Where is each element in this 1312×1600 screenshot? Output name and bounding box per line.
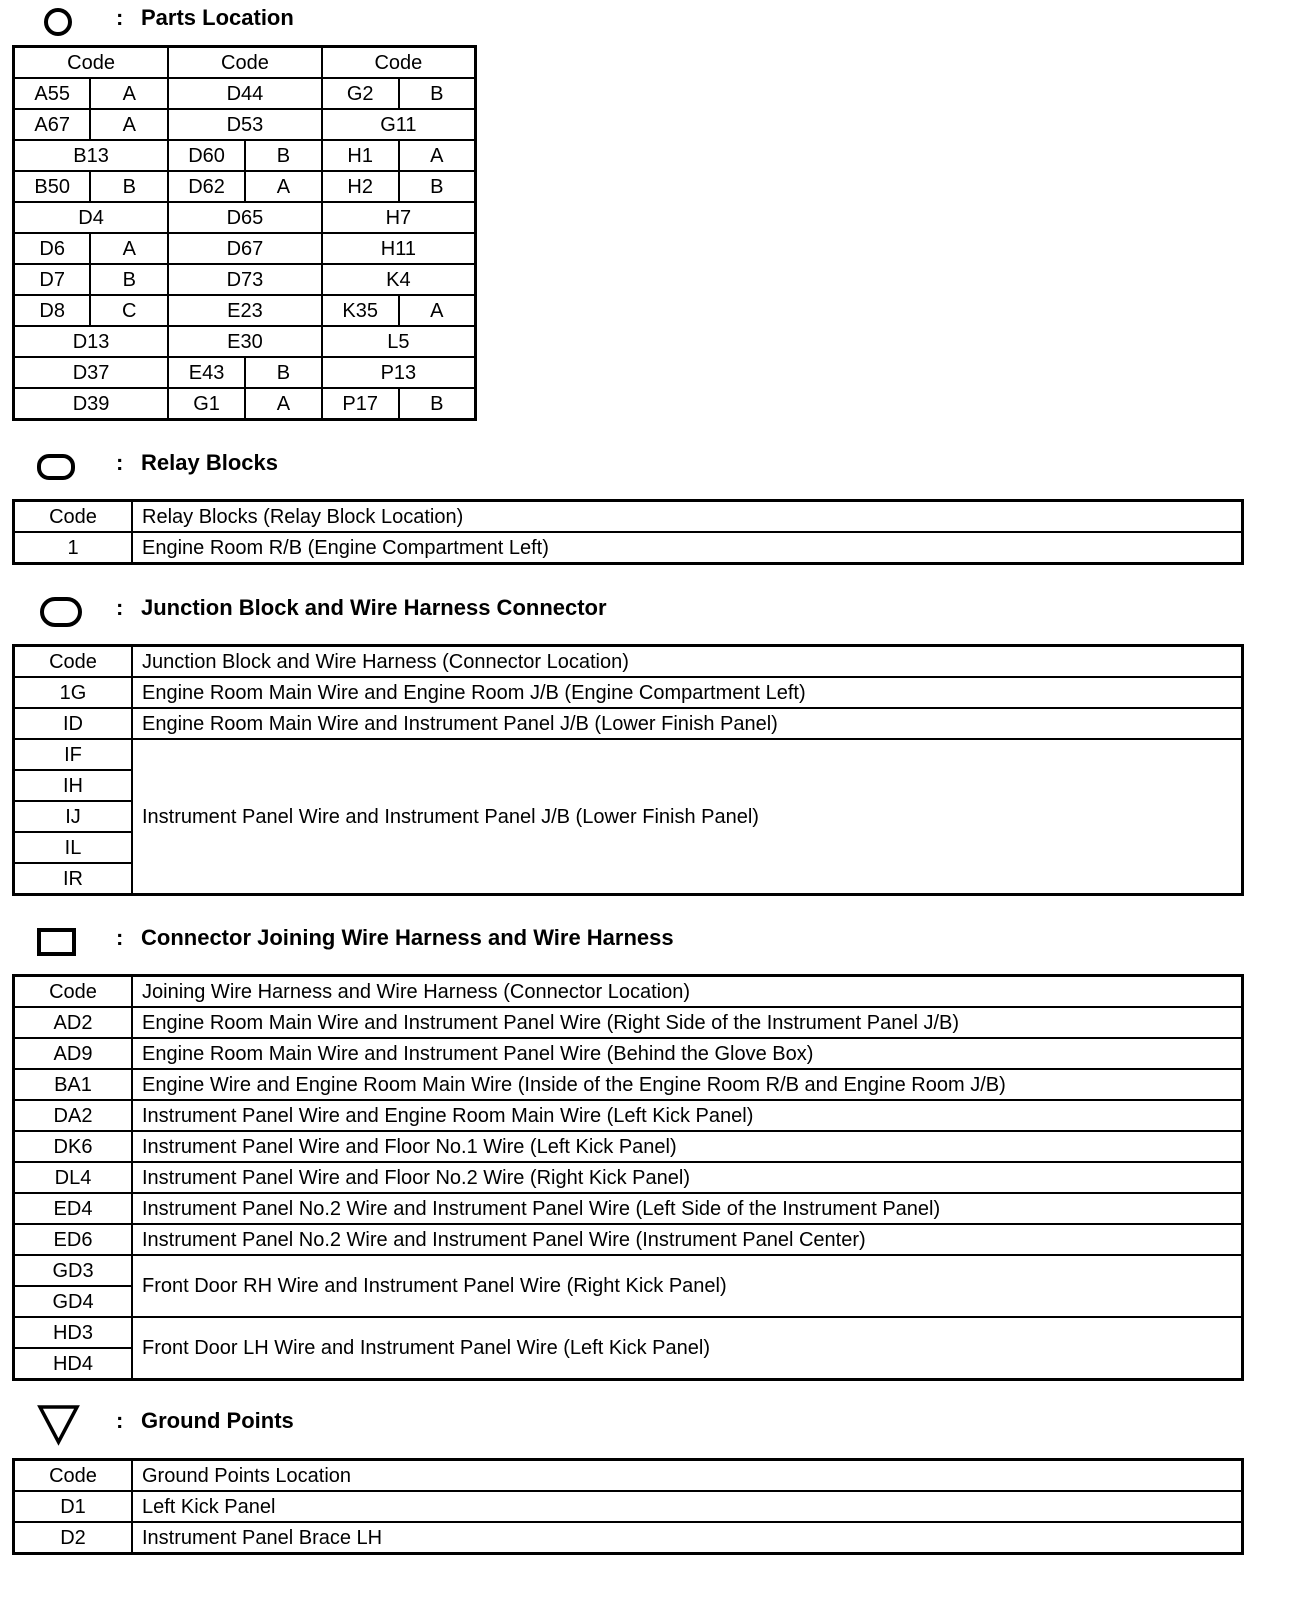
description-cell: Engine Room Main Wire and Instrument Panel Wire (Behind the Glove Box) [132, 1038, 1243, 1069]
part-code: D65 [168, 202, 322, 233]
part-code: H2 [322, 171, 399, 202]
code-cell: 1 [14, 532, 133, 564]
code-cell: ED6 [14, 1224, 133, 1255]
part-code: H11 [322, 233, 476, 264]
section-colon: : [116, 450, 124, 475]
part-code: D73 [168, 264, 322, 295]
code-cell: AD9 [14, 1038, 133, 1069]
table-row [14, 202, 476, 233]
code-cell: D2 [14, 1522, 133, 1554]
table-row [14, 233, 476, 264]
table-row [14, 1255, 1243, 1286]
table-row [14, 1007, 1243, 1038]
part-variant: B [399, 78, 476, 109]
part-code: D6 [14, 233, 91, 264]
column-header-code: Code [14, 646, 133, 678]
part-code: E43 [168, 357, 245, 388]
description-cell: Engine Room Main Wire and Engine Room J/B (Engine Compartment Left) [132, 677, 1243, 708]
part-variant: C [90, 295, 168, 326]
table-row [14, 264, 476, 295]
column-header-description: Joining Wire Harness and Wire Harness (Connector Location) [132, 976, 1243, 1008]
ground-points-header [37, 1410, 437, 1440]
table-row [14, 171, 476, 202]
connector-joining-table [12, 974, 1244, 1381]
table-row [14, 1193, 1243, 1224]
part-code: G11 [322, 109, 476, 140]
header-row [14, 47, 476, 79]
part-code: D44 [168, 78, 322, 109]
code-cell: DL4 [14, 1162, 133, 1193]
code-cell: GD4 [14, 1286, 133, 1317]
parts-location-header [37, 7, 437, 37]
description-cell: Front Door RH Wire and Instrument Panel Wire (Right Kick Panel) [132, 1255, 1243, 1317]
description-cell: Instrument Panel Wire and Engine Room Main Wire (Left Kick Panel) [132, 1100, 1243, 1131]
column-header-code: Code [14, 976, 133, 1008]
part-variant: A [245, 171, 322, 202]
table-row [14, 295, 476, 326]
description-cell: Instrument Panel Wire and Instrument Panel J/B (Lower Finish Panel) [132, 739, 1243, 895]
rounded-rect-icon [37, 452, 77, 482]
code-cell: HD4 [14, 1348, 133, 1380]
table-row [14, 677, 1243, 708]
part-variant: A [399, 140, 476, 171]
code-cell: GD3 [14, 1255, 133, 1286]
part-code: E23 [168, 295, 322, 326]
part-code: A55 [14, 78, 91, 109]
part-code: E30 [168, 326, 322, 357]
table-row [14, 140, 476, 171]
header-row [14, 1460, 1243, 1492]
part-code: K35 [322, 295, 399, 326]
part-variant: B [399, 388, 476, 420]
description-cell: Instrument Panel Brace LH [132, 1522, 1243, 1554]
table-row [14, 1522, 1243, 1554]
column-header: Code [168, 47, 322, 79]
table-row [14, 326, 476, 357]
oval-icon [39, 596, 85, 628]
description-cell: Engine Room R/B (Engine Compartment Left) [132, 532, 1243, 564]
table-row [14, 708, 1243, 739]
relay-blocks-table [12, 499, 1244, 565]
ground-points-table [12, 1458, 1244, 1555]
part-variant: B [90, 264, 168, 295]
table-row [14, 1491, 1243, 1522]
column-header-description: Junction Block and Wire Harness (Connector Location) [132, 646, 1243, 678]
section-title: Connector Joining Wire Harness and Wire Harness [141, 925, 674, 950]
table-row [14, 109, 476, 140]
code-cell: IH [14, 770, 133, 801]
code-cell: D1 [14, 1491, 133, 1522]
code-cell: IF [14, 739, 133, 770]
part-code: K4 [322, 264, 476, 295]
header-row [14, 501, 1243, 533]
part-variant: A [245, 388, 322, 420]
description-cell: Left Kick Panel [132, 1491, 1243, 1522]
section-colon: : [116, 1408, 124, 1433]
section-colon: : [116, 925, 124, 950]
code-cell: ED4 [14, 1193, 133, 1224]
junction-block-table [12, 644, 1244, 896]
description-cell: Instrument Panel No.2 Wire and Instrument Panel Wire (Left Side of the Instrument Panel) [132, 1193, 1243, 1224]
column-header: Code [14, 47, 169, 79]
table-row [14, 1162, 1243, 1193]
part-code: D39 [14, 388, 169, 420]
section-title: Ground Points [141, 1408, 294, 1433]
part-code: D37 [14, 357, 169, 388]
part-code: B13 [14, 140, 169, 171]
part-code: G2 [322, 78, 399, 109]
relay-blocks-header [37, 452, 437, 482]
code-cell: BA1 [14, 1069, 133, 1100]
code-cell: DA2 [14, 1100, 133, 1131]
code-cell: DK6 [14, 1131, 133, 1162]
part-code: D4 [14, 202, 169, 233]
part-variant: A [90, 233, 168, 264]
table-row [14, 388, 476, 420]
section-title: Junction Block and Wire Harness Connector [141, 595, 607, 620]
part-code: B50 [14, 171, 91, 202]
code-cell: IR [14, 863, 133, 895]
part-code: D7 [14, 264, 91, 295]
section-title: Parts Location [141, 5, 294, 30]
part-variant: A [90, 78, 168, 109]
section-title: Relay Blocks [141, 450, 278, 475]
part-code: P13 [322, 357, 476, 388]
table-row [14, 357, 476, 388]
part-code: D8 [14, 295, 91, 326]
header-row [14, 646, 1243, 678]
table-row [14, 1317, 1243, 1348]
code-cell: ID [14, 708, 133, 739]
part-variant: B [245, 140, 322, 171]
connector-joining-header [37, 927, 837, 957]
part-code: L5 [322, 326, 476, 357]
table-row [14, 532, 1243, 564]
description-cell: Engine Wire and Engine Room Main Wire (Inside of the Engine Room R/B and Engine Room J/B) [132, 1069, 1243, 1100]
part-code: D53 [168, 109, 322, 140]
part-code: D13 [14, 326, 169, 357]
part-code: P17 [322, 388, 399, 420]
circle-icon [39, 7, 73, 37]
description-cell: Engine Room Main Wire and Instrument Panel J/B (Lower Finish Panel) [132, 708, 1243, 739]
code-cell: AD2 [14, 1007, 133, 1038]
description-cell: Instrument Panel Wire and Floor No.2 Wire (Right Kick Panel) [132, 1162, 1243, 1193]
description-cell: Front Door LH Wire and Instrument Panel Wire (Left Kick Panel) [132, 1317, 1243, 1380]
code-cell: HD3 [14, 1317, 133, 1348]
part-code: D62 [168, 171, 245, 202]
part-code: D60 [168, 140, 245, 171]
part-code: G1 [168, 388, 245, 420]
table-row [14, 1224, 1243, 1255]
table-row [14, 739, 1243, 770]
header-row [14, 976, 1243, 1008]
column-header: Code [322, 47, 476, 79]
triangle-icon [37, 1404, 81, 1446]
column-header-description: Ground Points Location [132, 1460, 1243, 1492]
table-row [14, 1100, 1243, 1131]
part-variant: A [399, 295, 476, 326]
code-cell: IJ [14, 801, 133, 832]
column-header-code: Code [14, 501, 133, 533]
description-cell: Engine Room Main Wire and Instrument Panel Wire (Right Side of the Instrument Panel J/B) [132, 1007, 1243, 1038]
table-row [14, 1038, 1243, 1069]
description-cell: Instrument Panel No.2 Wire and Instrument Panel Wire (Instrument Panel Center) [132, 1224, 1243, 1255]
part-variant: B [90, 171, 168, 202]
part-variant: B [399, 171, 476, 202]
code-cell: IL [14, 832, 133, 863]
part-variant: A [90, 109, 168, 140]
junction-block-header [37, 597, 737, 627]
part-variant: B [245, 357, 322, 388]
square-icon [37, 927, 79, 957]
part-code: A67 [14, 109, 91, 140]
parts-location-table [12, 45, 477, 421]
part-code: D67 [168, 233, 322, 264]
section-colon: : [116, 595, 124, 620]
description-cell: Instrument Panel Wire and Floor No.1 Wire (Left Kick Panel) [132, 1131, 1243, 1162]
column-header-code: Code [14, 1460, 133, 1492]
table-row [14, 1131, 1243, 1162]
column-header-description: Relay Blocks (Relay Block Location) [132, 501, 1243, 533]
part-code: H7 [322, 202, 476, 233]
section-colon: : [116, 5, 124, 30]
code-cell: 1G [14, 677, 133, 708]
table-row [14, 78, 476, 109]
table-row [14, 1069, 1243, 1100]
part-code: H1 [322, 140, 399, 171]
